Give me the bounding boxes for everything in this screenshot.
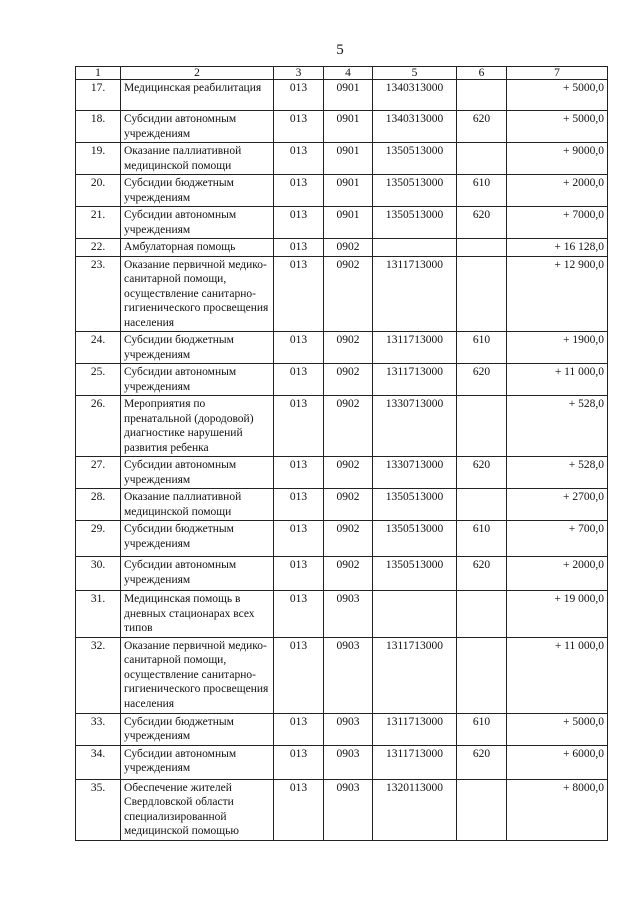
row-col4: 0903 xyxy=(324,713,373,745)
row-col4: 0901 xyxy=(324,175,373,207)
col-header-2: 2 xyxy=(121,67,274,80)
table-row xyxy=(76,591,608,638)
row-col6: 620 xyxy=(457,745,507,779)
table-row xyxy=(76,143,608,175)
row-col5: 1350513000 xyxy=(373,175,457,207)
row-name: Медицинская помощь в дневных стационарах всех типов xyxy=(121,591,274,638)
row-number: 35. xyxy=(76,779,121,840)
row-col3: 013 xyxy=(274,332,324,364)
row-col5: 1311713000 xyxy=(373,745,457,779)
row-name: Оказание паллиативной медицинской помощи xyxy=(121,143,274,175)
row-number: 24. xyxy=(76,332,121,364)
row-col3: 013 xyxy=(274,637,324,713)
row-col3: 013 xyxy=(274,175,324,207)
row-number: 31. xyxy=(76,591,121,638)
row-col5: 1311713000 xyxy=(373,364,457,396)
row-number: 32. xyxy=(76,637,121,713)
row-col4: 0901 xyxy=(324,111,373,143)
row-col4: 0902 xyxy=(324,396,373,457)
col-header-1: 1 xyxy=(76,67,121,80)
row-amount: + 8000,0 xyxy=(507,779,608,840)
row-col4: 0902 xyxy=(324,457,373,489)
row-col6: 620 xyxy=(457,207,507,239)
row-amount: + 5000,0 xyxy=(507,80,608,111)
row-col3: 013 xyxy=(274,143,324,175)
row-amount: + 6000,0 xyxy=(507,745,608,779)
row-col3: 013 xyxy=(274,489,324,521)
row-amount: + 16 128,0 xyxy=(507,239,608,257)
row-col4: 0901 xyxy=(324,80,373,111)
table-row xyxy=(76,175,608,207)
row-amount: + 2000,0 xyxy=(507,175,608,207)
row-number: 26. xyxy=(76,396,121,457)
row-col5: 1340313000 xyxy=(373,111,457,143)
row-col5 xyxy=(373,239,457,257)
row-col5: 1350513000 xyxy=(373,521,457,557)
row-col3: 013 xyxy=(274,396,324,457)
table-row xyxy=(76,80,608,111)
row-col3: 013 xyxy=(274,591,324,638)
table-row xyxy=(76,745,608,779)
row-col5: 1330713000 xyxy=(373,396,457,457)
row-name: Обеспечение жителей Свердловской области специализированной медицинской помощью xyxy=(121,779,274,840)
row-col4: 0903 xyxy=(324,591,373,638)
row-number: 34. xyxy=(76,745,121,779)
row-col3: 013 xyxy=(274,745,324,779)
row-col5: 1350513000 xyxy=(373,489,457,521)
row-name: Оказание паллиативной медицинской помощи xyxy=(121,489,274,521)
row-col4: 0902 xyxy=(324,239,373,257)
row-amount: + 1900,0 xyxy=(507,332,608,364)
row-col5: 1320113000 xyxy=(373,779,457,840)
row-col5: 1311713000 xyxy=(373,713,457,745)
row-col5: 1311713000 xyxy=(373,332,457,364)
row-col4: 0902 xyxy=(324,364,373,396)
row-col5: 1311713000 xyxy=(373,637,457,713)
row-col6: 610 xyxy=(457,521,507,557)
row-number: 19. xyxy=(76,143,121,175)
row-name: Субсидии автономным учреждениям xyxy=(121,557,274,591)
row-amount: + 528,0 xyxy=(507,457,608,489)
row-name: Оказание первичной медико-санитарной помощи, осуществление санитарно-гигиенического просвещения населения xyxy=(121,637,274,713)
row-col5: 1350513000 xyxy=(373,557,457,591)
row-name: Субсидии бюджетным учреждениям xyxy=(121,175,274,207)
page-number: 5 xyxy=(336,42,344,58)
row-number: 22. xyxy=(76,239,121,257)
row-amount: + 19 000,0 xyxy=(507,591,608,638)
row-number: 28. xyxy=(76,489,121,521)
col-header-3: 3 xyxy=(274,67,324,80)
table-row xyxy=(76,111,608,143)
row-col6 xyxy=(457,143,507,175)
row-number: 29. xyxy=(76,521,121,557)
row-col5: 1350513000 xyxy=(373,207,457,239)
row-col3: 013 xyxy=(274,521,324,557)
row-col3: 013 xyxy=(274,207,324,239)
row-number: 25. xyxy=(76,364,121,396)
row-amount: + 9000,0 xyxy=(507,143,608,175)
row-col6 xyxy=(457,239,507,257)
row-col5: 1311713000 xyxy=(373,256,457,332)
table-row xyxy=(76,207,608,239)
row-amount: + 5000,0 xyxy=(507,111,608,143)
row-col5: 1340313000 xyxy=(373,80,457,111)
row-col6: 620 xyxy=(457,364,507,396)
table-row xyxy=(76,332,608,364)
row-col5 xyxy=(373,591,457,638)
table-row xyxy=(76,713,608,745)
row-col4: 0901 xyxy=(324,143,373,175)
row-col6: 610 xyxy=(457,713,507,745)
row-col6 xyxy=(457,256,507,332)
row-number: 21. xyxy=(76,207,121,239)
table-row xyxy=(76,779,608,840)
row-number: 27. xyxy=(76,457,121,489)
row-amount: + 11 000,0 xyxy=(507,364,608,396)
row-col6 xyxy=(457,396,507,457)
row-name: Субсидии автономным учреждениям xyxy=(121,364,274,396)
row-col3: 013 xyxy=(274,457,324,489)
col-header-6: 6 xyxy=(457,67,507,80)
row-col6: 620 xyxy=(457,557,507,591)
row-col6: 620 xyxy=(457,457,507,489)
row-col3: 013 xyxy=(274,557,324,591)
row-col4: 0903 xyxy=(324,637,373,713)
row-amount: + 12 900,0 xyxy=(507,256,608,332)
table-row xyxy=(76,396,608,457)
col-header-7: 7 xyxy=(507,67,608,80)
row-amount: + 528,0 xyxy=(507,396,608,457)
row-name: Субсидии автономным учреждениям xyxy=(121,111,274,143)
col-header-5: 5 xyxy=(373,67,457,80)
row-col4: 0903 xyxy=(324,779,373,840)
row-amount: + 2700,0 xyxy=(507,489,608,521)
row-col5: 1330713000 xyxy=(373,457,457,489)
row-col6 xyxy=(457,80,507,111)
row-col3: 013 xyxy=(274,713,324,745)
row-col3: 013 xyxy=(274,239,324,257)
row-number: 30. xyxy=(76,557,121,591)
header-row xyxy=(76,67,608,80)
row-col4: 0901 xyxy=(324,207,373,239)
row-amount: + 11 000,0 xyxy=(507,637,608,713)
row-col4: 0902 xyxy=(324,557,373,591)
table-row xyxy=(76,557,608,591)
row-col6: 610 xyxy=(457,175,507,207)
row-col6: 610 xyxy=(457,332,507,364)
row-number: 33. xyxy=(76,713,121,745)
row-col6: 620 xyxy=(457,111,507,143)
row-col4: 0902 xyxy=(324,489,373,521)
row-col6 xyxy=(457,779,507,840)
table-row xyxy=(76,521,608,557)
row-col6 xyxy=(457,489,507,521)
row-col4: 0902 xyxy=(324,332,373,364)
table-row xyxy=(76,239,608,257)
table-row xyxy=(76,637,608,713)
table-row xyxy=(76,457,608,489)
col-header-4: 4 xyxy=(324,67,373,80)
row-amount: + 5000,0 xyxy=(507,713,608,745)
table-row xyxy=(76,489,608,521)
row-name: Субсидии автономным учреждениям xyxy=(121,207,274,239)
row-col5: 1350513000 xyxy=(373,143,457,175)
row-amount: + 7000,0 xyxy=(507,207,608,239)
row-col6 xyxy=(457,637,507,713)
row-name: Субсидии бюджетным учреждениям xyxy=(121,521,274,557)
row-number: 23. xyxy=(76,256,121,332)
table-row xyxy=(76,364,608,396)
row-number: 20. xyxy=(76,175,121,207)
row-number: 17. xyxy=(76,80,121,111)
row-name: Оказание первичной медико-санитарной помощи, осуществление санитарно-гигиенического просвещения населения xyxy=(121,256,274,332)
row-col4: 0902 xyxy=(324,521,373,557)
row-col3: 013 xyxy=(274,111,324,143)
row-col6 xyxy=(457,591,507,638)
row-name: Медицинская реабилитация xyxy=(121,80,274,111)
row-amount: + 700,0 xyxy=(507,521,608,557)
budget-table xyxy=(75,66,608,841)
row-col3: 013 xyxy=(274,256,324,332)
row-number: 18. xyxy=(76,111,121,143)
row-name: Субсидии бюджетным учреждениям xyxy=(121,713,274,745)
row-col3: 013 xyxy=(274,80,324,111)
table-row xyxy=(76,256,608,332)
row-col3: 013 xyxy=(274,779,324,840)
row-name: Мероприятия по пренатальной (дородовой) диагностике нарушений развития ребенка xyxy=(121,396,274,457)
row-col3: 013 xyxy=(274,364,324,396)
row-col4: 0902 xyxy=(324,256,373,332)
row-name: Субсидии автономным учреждениям xyxy=(121,745,274,779)
row-name: Субсидии автономным учреждениям xyxy=(121,457,274,489)
table-body xyxy=(76,80,608,841)
row-amount: + 2000,0 xyxy=(507,557,608,591)
row-col4: 0903 xyxy=(324,745,373,779)
row-name: Амбулаторная помощь xyxy=(121,239,274,257)
row-name: Субсидии бюджетным учреждениям xyxy=(121,332,274,364)
